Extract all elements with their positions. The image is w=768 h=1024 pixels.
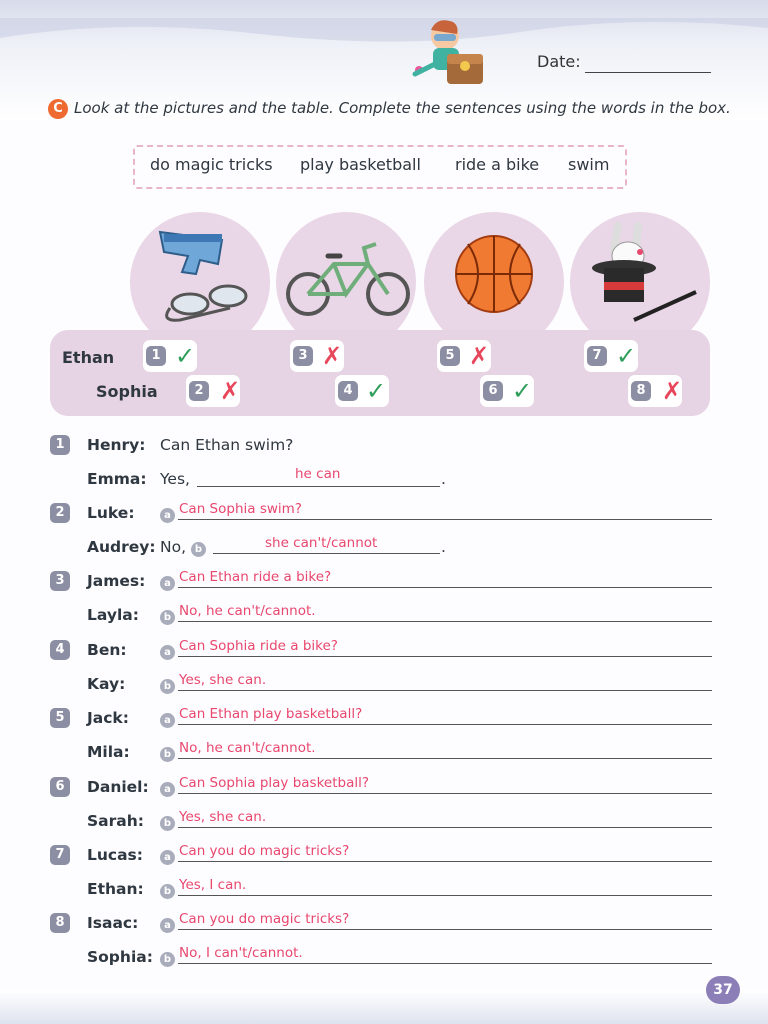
header-wave-decoration: [0, 18, 768, 58]
answer-line[interactable]: [178, 793, 712, 794]
answer-text: she can't/cannot: [265, 535, 378, 551]
table-cell-number: 7: [587, 346, 607, 366]
table-cell-number: 3: [293, 346, 313, 366]
cross-mark-icon: ✗: [322, 342, 343, 370]
answer-line[interactable]: [178, 827, 712, 828]
answer-line[interactable]: [178, 963, 712, 964]
date-field-line[interactable]: [585, 72, 711, 73]
speaker-name: Sophia:: [87, 948, 153, 966]
cross-mark-icon: ✗: [469, 342, 490, 370]
table-cell-number: 8: [631, 381, 651, 401]
question-number: 4: [50, 640, 70, 660]
sub-label-b: b: [160, 679, 175, 694]
speaker-name: Daniel:: [87, 778, 149, 796]
sub-label-a: a: [160, 918, 175, 933]
sub-label-a: a: [160, 576, 175, 591]
table-cell-number: 6: [483, 381, 503, 401]
answer-prefix: No,: [160, 538, 187, 556]
speaker-name: Emma:: [87, 470, 147, 488]
speaker-name: Lucas:: [87, 846, 143, 864]
sub-label-a: a: [160, 645, 175, 660]
answer-text: No, he can't/cannot.: [179, 740, 316, 756]
answer-text: Can Sophia ride a bike?: [179, 638, 338, 654]
speaker-name: Sarah:: [87, 812, 144, 830]
sub-label-b: b: [160, 952, 175, 967]
answer-suffix: .: [441, 470, 446, 488]
sub-label-b: b: [160, 816, 175, 831]
answer-text: Yes, I can.: [179, 877, 247, 893]
table-cell-number: 1: [146, 346, 166, 366]
answer-text: Can Ethan ride a bike?: [179, 569, 332, 585]
answer-line[interactable]: [197, 486, 440, 487]
table-cell-number: 2: [189, 381, 209, 401]
sub-label-b: b: [160, 610, 175, 625]
answer-line[interactable]: [178, 758, 712, 759]
speaker-name: Mila:: [87, 743, 130, 761]
speaker-name: James:: [87, 572, 146, 590]
answer-text: Can you do magic tricks?: [179, 843, 350, 859]
word-box-item: play basketball: [300, 155, 421, 174]
answer-text: No, he can't/cannot.: [179, 603, 316, 619]
speaker-name: Jack:: [87, 709, 129, 727]
sub-label-a: a: [160, 713, 175, 728]
cross-mark-icon: ✗: [662, 377, 683, 405]
exercise-badge: C: [48, 99, 68, 119]
answer-line[interactable]: [213, 553, 440, 554]
table-cell-number: 5: [440, 346, 460, 366]
speaker-name: Ethan:: [87, 880, 144, 898]
question-number: 2: [50, 503, 70, 523]
answer-text: No, I can't/cannot.: [179, 945, 303, 961]
answer-line[interactable]: [178, 587, 712, 588]
swim-shorts-goggles-icon: [130, 212, 270, 352]
answer-text: Can Ethan play basketball?: [179, 706, 363, 722]
answer-text: Can Sophia play basketball?: [179, 775, 370, 791]
sub-label-b: b: [191, 542, 206, 557]
answer-line[interactable]: [178, 929, 712, 930]
mascot-kid-with-chest-icon: [405, 14, 497, 100]
answer-text: he can: [295, 466, 341, 482]
question-number: 5: [50, 708, 70, 728]
bicycle-icon: [276, 212, 416, 352]
answer-text: Can you do magic tricks?: [179, 911, 350, 927]
answer-line[interactable]: [178, 519, 712, 520]
speaker-name: Henry:: [87, 436, 146, 454]
sub-label-a: a: [160, 508, 175, 523]
word-box-item: ride a bike: [455, 155, 540, 174]
question-number: 6: [50, 777, 70, 797]
page-number: 37: [706, 976, 740, 1004]
answer-prefix: Yes,: [160, 470, 190, 488]
answer-line[interactable]: [178, 895, 712, 896]
speaker-name: Audrey:: [87, 538, 156, 556]
sub-label-b: b: [160, 884, 175, 899]
answer-line[interactable]: [178, 861, 712, 862]
question-number: 8: [50, 913, 70, 933]
word-box-item: swim: [568, 155, 610, 174]
tick-mark-icon: ✓: [616, 342, 637, 370]
table-row-name-ethan: Ethan: [62, 348, 115, 367]
question-number: 7: [50, 845, 70, 865]
word-box-item: do magic tricks: [150, 155, 273, 174]
footer-band: [0, 990, 768, 1024]
answer-text: Yes, she can.: [179, 809, 267, 825]
sub-label-b: b: [160, 747, 175, 762]
answer-line[interactable]: [178, 724, 712, 725]
sub-label-a: a: [160, 782, 175, 797]
table-cell-number: 4: [338, 381, 358, 401]
answer-text: Can Sophia swim?: [179, 501, 302, 517]
question-number: 1: [50, 435, 70, 455]
tick-mark-icon: ✓: [175, 342, 196, 370]
speaker-name: Luke:: [87, 504, 135, 522]
table-row-name-sophia: Sophia: [96, 382, 158, 401]
sub-label-a: a: [160, 850, 175, 865]
speaker-name: Ben:: [87, 641, 127, 659]
speaker-name: Layla:: [87, 606, 139, 624]
question-text: Can Ethan swim?: [160, 436, 294, 454]
answer-line[interactable]: [178, 656, 712, 657]
exercise-instruction: Look at the pictures and the table. Complete the sentences using the words in the box.: [74, 99, 731, 117]
cross-mark-icon: ✗: [220, 377, 241, 405]
basketball-icon: [424, 212, 564, 352]
answer-suffix: .: [441, 538, 446, 556]
answer-text: Yes, she can.: [179, 672, 267, 688]
speaker-name: Kay:: [87, 675, 126, 693]
answer-line[interactable]: [178, 621, 712, 622]
question-number: 3: [50, 571, 70, 591]
date-label: Date:: [537, 52, 581, 71]
tick-mark-icon: ✓: [512, 377, 533, 405]
magic-hat-rabbit-icon: [570, 212, 710, 352]
speaker-name: Isaac:: [87, 914, 139, 932]
tick-mark-icon: ✓: [366, 377, 387, 405]
answer-line[interactable]: [178, 690, 712, 691]
